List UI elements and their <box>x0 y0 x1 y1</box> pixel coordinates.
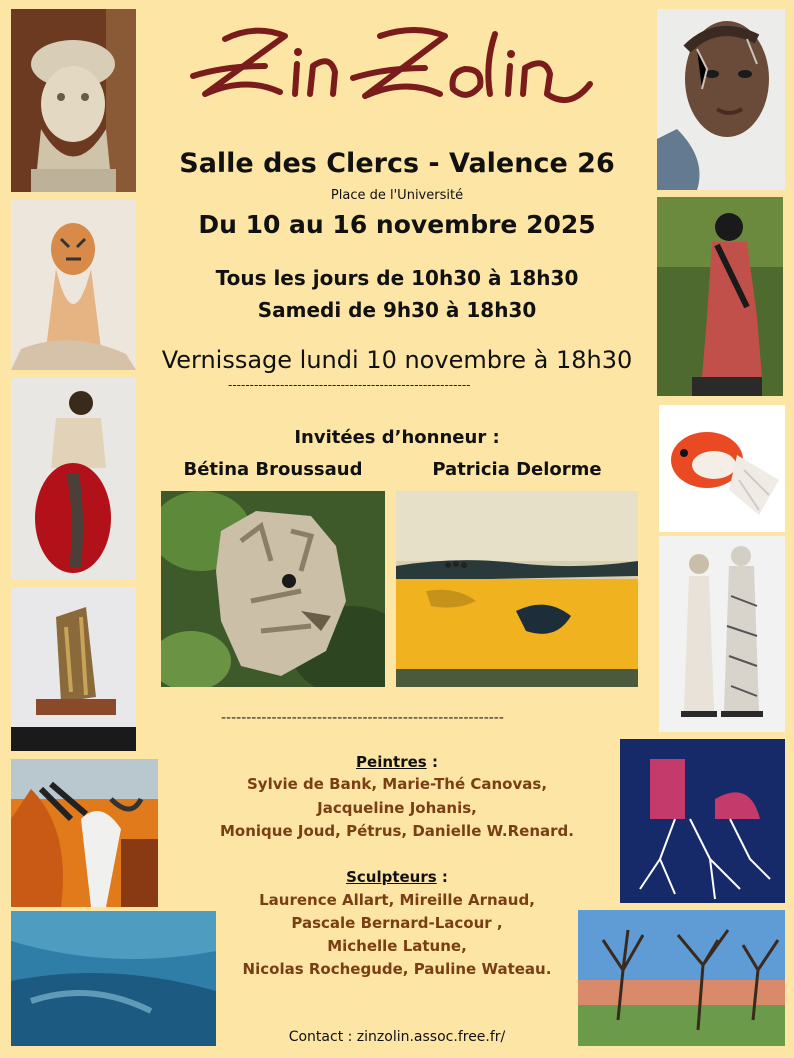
hours-daily: Tous les jours de 10h30 à 18h30 <box>215 266 579 290</box>
venue-subtitle: Place de l'Université <box>330 188 464 203</box>
logo <box>185 14 595 114</box>
event-dates: Du 10 au 16 novembre 2025 <box>198 210 596 239</box>
guests-heading: Invitées d’honneur : <box>294 427 500 448</box>
sculptors-heading-colon: : <box>436 868 448 886</box>
left-photo-red-vase-sculpture <box>11 378 136 580</box>
painter-line: Jacqueline Johanis, <box>317 799 477 817</box>
right-photo-roots-painting <box>620 739 785 903</box>
sculptor-line: Pascale Bernard-Lacour , <box>291 914 503 932</box>
guest-name-left: Bétina Broussaud <box>183 459 363 480</box>
right-photo-orchard-painting <box>578 910 785 1046</box>
right-photo-african-woman-sculpture <box>657 197 783 396</box>
separator-middle: -------------------------------------------------------- <box>221 710 504 726</box>
sculptors-heading <box>150 866 644 888</box>
left-photo-tiger-painting <box>11 199 136 370</box>
guest-artwork-lion-sculpture <box>161 491 385 687</box>
right-photo-face-painting <box>657 9 785 190</box>
left-photo-old-man-sculpture <box>11 9 136 192</box>
sculptors-heading-label: Sculpteurs <box>346 868 437 886</box>
painter-line: Monique Joud, Pétrus, Danielle W.Renard. <box>220 822 574 840</box>
guest-artwork-yellow-landscape <box>396 491 638 687</box>
painters-heading-colon: : <box>426 753 438 771</box>
right-photo-goldfish-sculpture <box>659 405 785 532</box>
guest-name-right: Patricia Delorme <box>432 459 602 480</box>
separator-top: -------------------------------------------------------- <box>228 378 471 392</box>
sculptor-line: Laurence Allart, Mireille Arnaud, <box>259 891 535 909</box>
hours-saturday: Samedi de 9h30 à 18h30 <box>257 298 537 322</box>
right-photo-white-figures-sculpture <box>659 536 785 732</box>
painters-heading <box>150 751 644 773</box>
venue-title: Salle des Clercs - Valence 26 <box>179 148 615 179</box>
painter-line: Sylvie de Bank, Marie-Thé Canovas, <box>246 775 548 793</box>
left-photo-petrified-wood-sculpture <box>11 587 136 751</box>
vernissage: Vernissage lundi 10 novembre à 18h30 <box>161 346 633 374</box>
painters-heading-label: Peintres <box>356 753 427 771</box>
left-photo-abstract-painting <box>11 759 158 907</box>
sculptor-line: Nicolas Rochegude, Pauline Wateau. <box>242 960 552 978</box>
sculptor-line: Michelle Latune, <box>327 937 467 955</box>
left-photo-blue-abstract-painting <box>11 911 216 1046</box>
contact: Contact : zinzolin.assoc.free.fr/ <box>288 1029 506 1045</box>
